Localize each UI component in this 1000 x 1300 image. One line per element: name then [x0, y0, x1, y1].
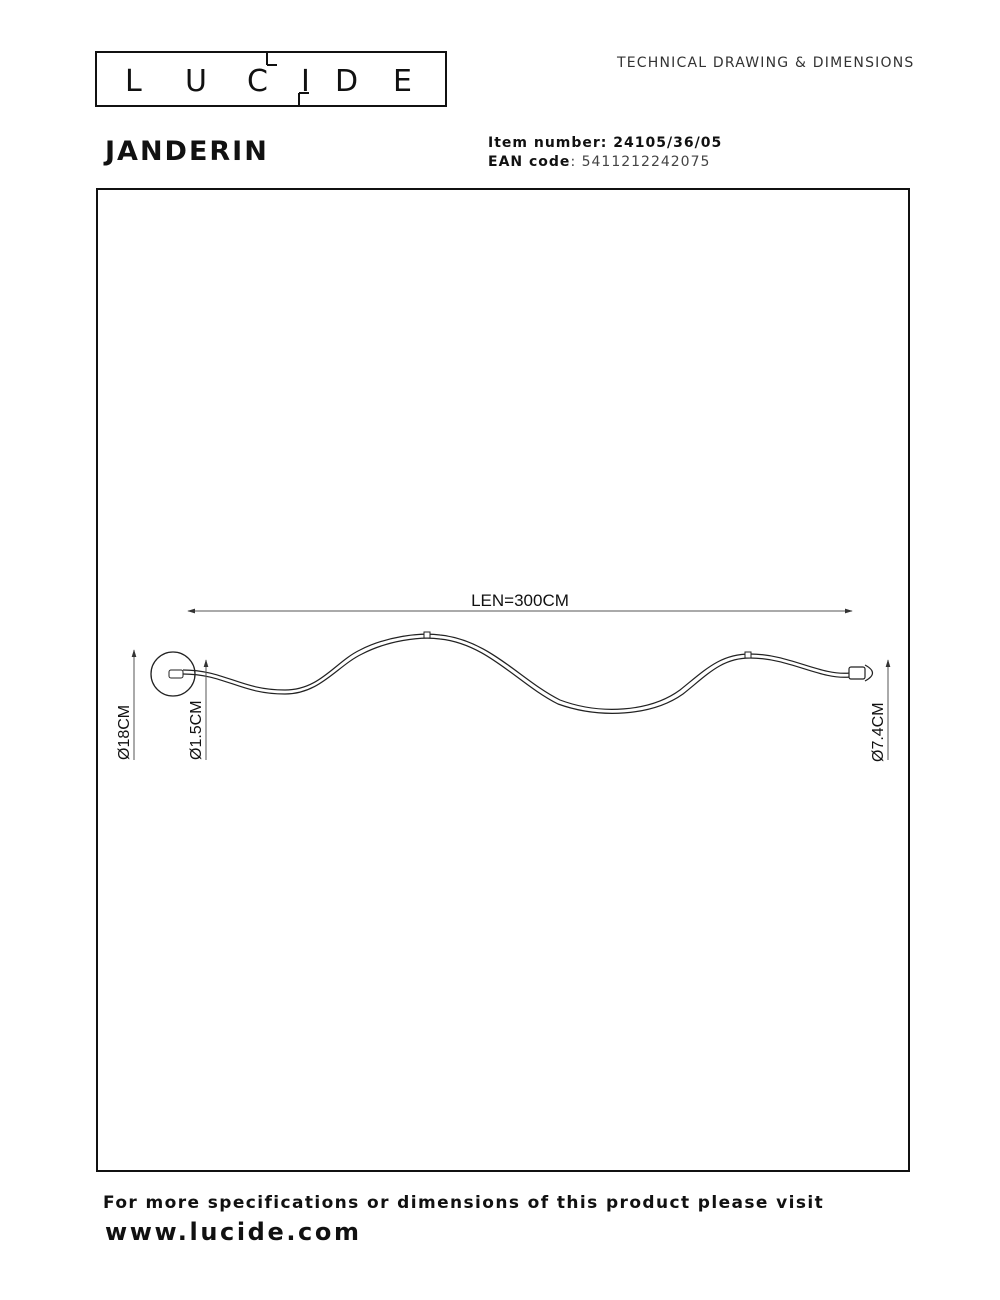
item-number-label: Item number: — [488, 135, 614, 151]
logo-letter-u: U — [185, 64, 207, 99]
logo-letter-c: C — [247, 64, 268, 99]
canopy-connector — [169, 670, 183, 678]
ean-label: EAN code — [488, 154, 571, 170]
tube-diameter-label: Ø1.5CM — [188, 700, 205, 760]
length-label: LEN=300CM — [471, 591, 569, 610]
wave-tube-outer — [183, 634, 850, 709]
tube-joint-1 — [424, 632, 430, 638]
canopy-diameter-label: Ø18CM — [116, 704, 133, 760]
tube-joint-2 — [745, 652, 751, 658]
end-cap-body — [849, 667, 865, 679]
footer-text: For more specifications or dimensions of this product please visit — [103, 1193, 825, 1213]
ean-separator: : — [570, 154, 582, 170]
logo-letter-e: E — [393, 64, 412, 99]
item-number-value: 24105/36/05 — [613, 135, 723, 151]
ean-value: 5411212242075 — [581, 154, 711, 170]
document-type: TECHNICAL DRAWING & DIMENSIONS — [617, 55, 915, 71]
logo-letter-d: D — [335, 64, 359, 99]
end-diameter-label: Ø7.4CM — [870, 702, 887, 762]
end-cap-lens — [865, 665, 873, 681]
wave-tube-inner — [183, 638, 850, 713]
logo-letter-l: L — [125, 64, 142, 99]
product-name: JANDERIN — [105, 136, 269, 167]
logo-letter-i: I — [301, 64, 310, 99]
footer-url-link[interactable]: www.lucide.com — [105, 1218, 362, 1246]
